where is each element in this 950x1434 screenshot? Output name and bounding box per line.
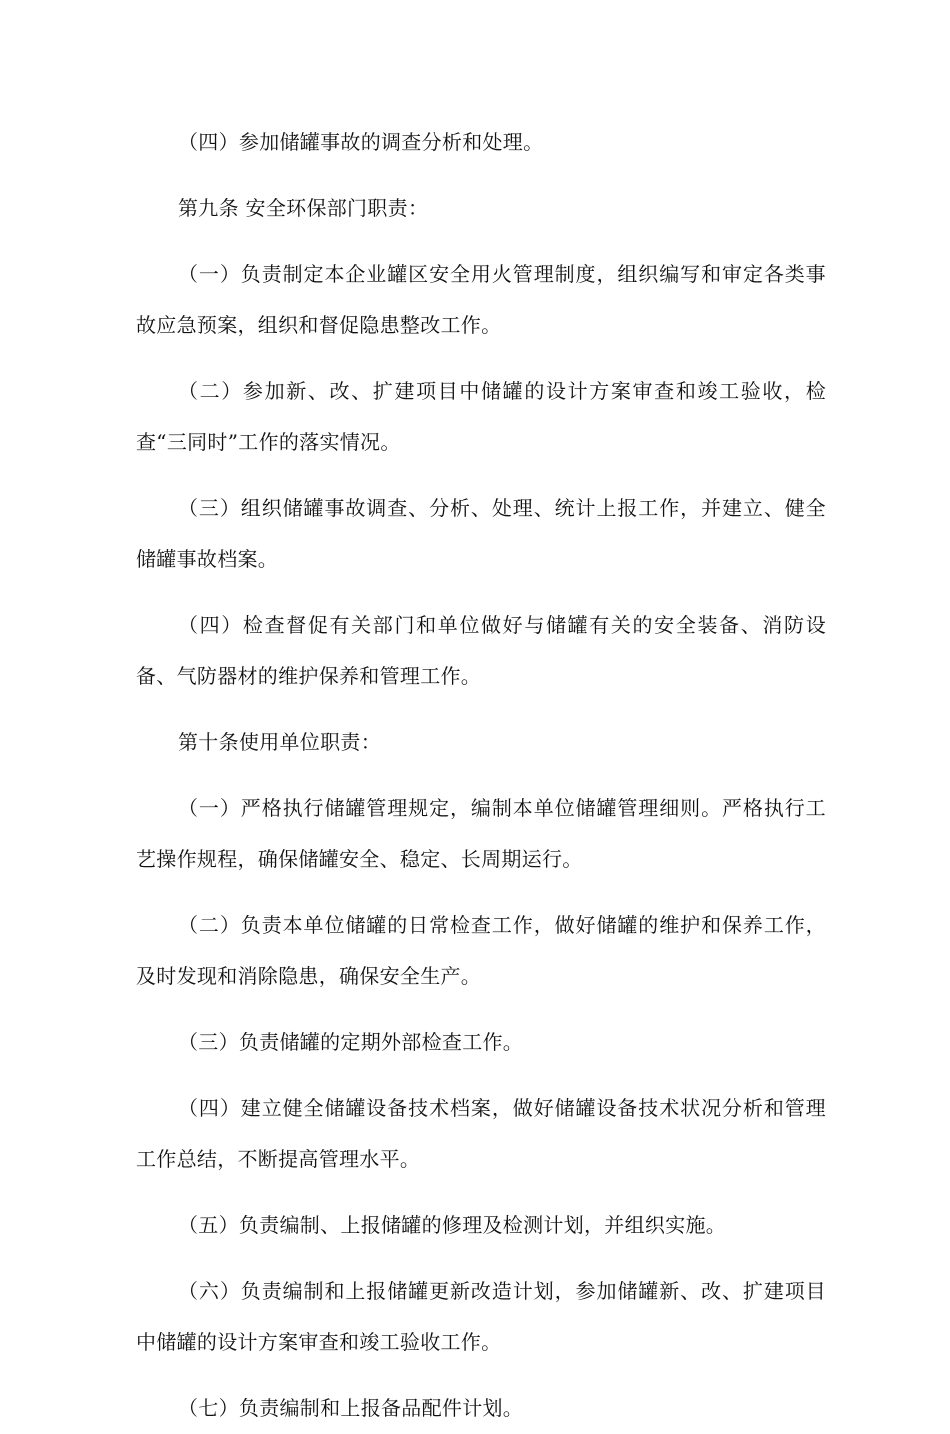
paragraph-user-1: （一）严格执行储罐管理规定，编制本单位储罐管理细则。严格执行工艺操作规程，确保储罐安全、稳定、长周期运行。 (136, 796, 826, 871)
document-body (136, 117, 826, 1434)
paragraph-investigation: （四）参加储罐事故的调查分析和处理。 (178, 130, 544, 154)
paragraph-user-3: （三）负责储罐的定期外部检查工作。 (178, 1030, 524, 1054)
article-9-heading: 第九条 安全环保部门职责： (178, 196, 429, 220)
paragraph-user-7: （七）负责编制和上报备品配件计划。 (178, 1396, 524, 1420)
paragraph-user-6: （六）负责编制和上报储罐更新改造计划，参加储罐新、改、扩建项目中储罐的设计方案审查和竣工验收工作。 (136, 1279, 826, 1354)
paragraph-safety-3: （三）组织储罐事故调查、分析、处理、统计上报工作，并建立、健全储罐事故档案。 (136, 496, 826, 571)
paragraph-user-5: （五）负责编制、上报储罐的修理及检测计划，并组织实施。 (178, 1213, 727, 1237)
paragraph-user-2: （二）负责本单位储罐的日常检查工作，做好储罐的维护和保养工作，及时发现和消除隐患，确保安全生产。 (136, 913, 826, 988)
article-10-heading: 第十条使用单位职责： (178, 730, 381, 754)
paragraph-safety-1: （一）负责制定本企业罐区安全用火管理制度，组织编写和审定各类事故应急预案，组织和督促隐患整改工作。 (136, 262, 826, 337)
paragraph-safety-2: （二）参加新、改、扩建项目中储罐的设计方案审查和竣工验收，检查“三同时”工作的落实情况。 (136, 379, 826, 454)
paragraph-safety-4: （四）检查督促有关部门和单位做好与储罐有关的安全装备、消防设备、气防器材的维护保养和管理工作。 (136, 613, 826, 688)
paragraph-user-4: （四）建立健全储罐设备技术档案，做好储罐设备技术状况分析和管理工作总结，不断提高管理水平。 (136, 1096, 826, 1171)
